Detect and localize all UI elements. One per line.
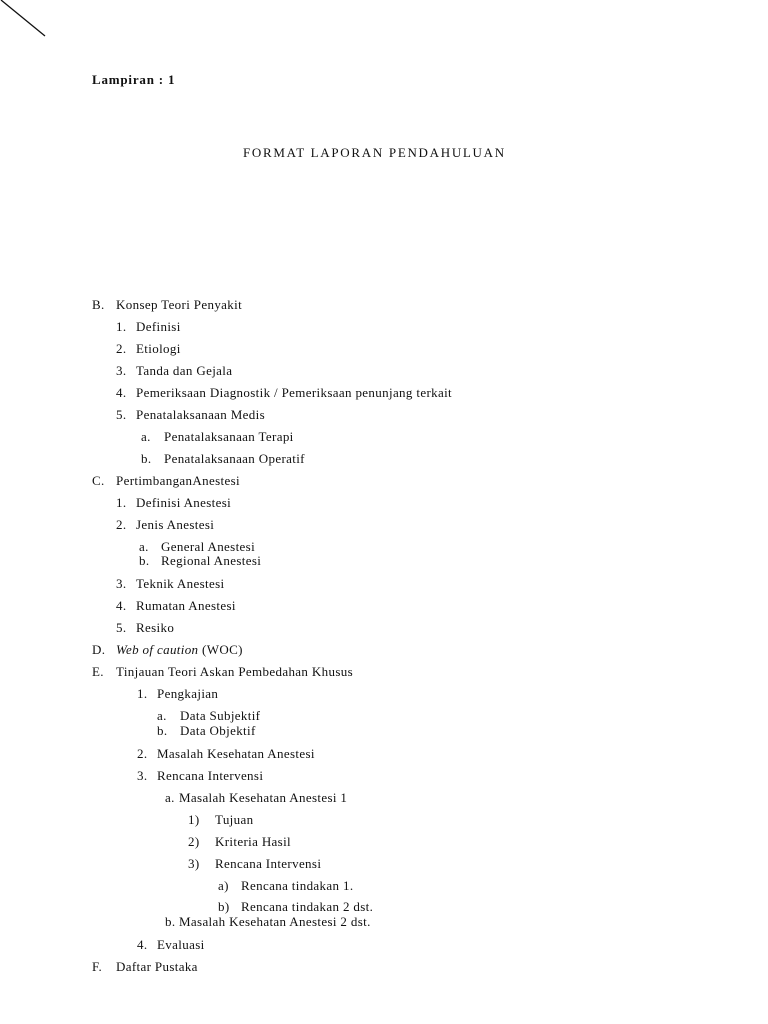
item-marker: 5.	[116, 407, 127, 422]
item-marker: 3.	[116, 576, 127, 591]
sub-item-label: Data Objektif	[180, 723, 256, 738]
sub-item-label: Penatalaksanaan Operatif	[164, 451, 305, 466]
sub-item-label: Penatalaksanaan Terapi	[164, 429, 294, 444]
section-title-italic: Web of caution	[116, 642, 199, 657]
deep-list-item	[0, 878, 768, 893]
deep-item-label: Rencana tindakan 1.	[241, 878, 354, 893]
item-label: Masalah Kesehatan Anestesi	[157, 746, 315, 761]
document-title: FORMAT LAPORAN PENDAHULUAN	[243, 145, 506, 160]
list-item	[0, 385, 768, 400]
deep-list-item	[0, 899, 768, 914]
section-marker: C.	[92, 473, 105, 488]
sub-item-marker: b.	[165, 914, 176, 929]
section-title	[116, 642, 243, 657]
nested-item-marker: 2)	[188, 834, 200, 849]
sub-item-label: Masalah Kesehatan Anestesi 2 dst.	[179, 914, 371, 929]
section-marker: F.	[92, 959, 103, 974]
section-marker: E.	[92, 664, 104, 679]
list-item	[0, 686, 768, 701]
sub-item-marker: a.	[139, 539, 149, 554]
section-title: PertimbanganAnestesi	[116, 473, 240, 488]
sub-item-label: General Anestesi	[161, 539, 256, 554]
sub-item-label: Data Subjektif	[180, 708, 261, 723]
section-title: Konsep Teori Penyakit	[116, 297, 243, 312]
nested-item-label: Rencana Intervensi	[215, 856, 322, 871]
list-item	[0, 746, 768, 761]
list-item	[0, 341, 768, 356]
item-label: Pemeriksaan Diagnostik / Pemeriksaan penunjang terkait	[136, 385, 453, 400]
list-item	[0, 319, 768, 334]
item-marker: 2.	[116, 517, 127, 532]
corner-diagonal-line	[0, 0, 50, 40]
item-label: Etiologi	[136, 341, 181, 356]
item-label: Jenis Anestesi	[136, 517, 215, 532]
nested-list-item	[0, 856, 768, 871]
sub-list-item	[0, 914, 768, 929]
item-marker: 4.	[116, 598, 127, 613]
section-e	[0, 664, 768, 679]
sub-item-label: Masalah Kesehatan Anestesi 1	[179, 790, 348, 805]
item-marker: 2.	[116, 341, 127, 356]
item-marker: 5.	[116, 620, 127, 635]
item-marker: 1.	[116, 495, 127, 510]
item-label: Rumatan Anestesi	[136, 598, 236, 613]
sub-list-item	[0, 539, 768, 554]
section-b	[0, 297, 768, 312]
section-c	[0, 473, 768, 488]
item-marker: 1.	[116, 319, 127, 334]
sub-list-item	[0, 451, 768, 466]
nested-item-marker: 3)	[188, 856, 200, 871]
attachment-label: Lampiran : 1	[92, 72, 176, 87]
item-marker: 2.	[137, 746, 148, 761]
nested-item-label: Tujuan	[215, 812, 254, 827]
item-label: Rencana Intervensi	[157, 768, 264, 783]
nested-list-item	[0, 834, 768, 849]
item-label: Pengkajian	[157, 686, 219, 701]
item-marker: 3.	[116, 363, 127, 378]
section-title-abbreviation: (WOC)	[202, 642, 243, 657]
item-marker: 3.	[137, 768, 148, 783]
list-item	[0, 517, 768, 532]
sub-item-marker: b.	[139, 553, 150, 568]
item-marker: 4.	[116, 385, 127, 400]
sub-list-item	[0, 723, 768, 738]
deep-item-marker: b)	[218, 899, 230, 914]
item-label: Resiko	[136, 620, 175, 635]
sub-item-label: Regional Anestesi	[161, 553, 262, 568]
list-item	[0, 598, 768, 613]
section-title: Daftar Pustaka	[116, 959, 198, 974]
list-item	[0, 620, 768, 635]
sub-item-marker: a.	[141, 429, 151, 444]
sub-list-item	[0, 553, 768, 568]
section-title: Tinjauan Teori Askan Pembedahan Khusus	[116, 664, 353, 679]
section-marker: D.	[92, 642, 106, 657]
section-d	[0, 642, 768, 657]
item-marker: 4.	[137, 937, 148, 952]
deep-item-label: Rencana tindakan 2 dst.	[241, 899, 374, 914]
sub-list-item	[0, 790, 768, 805]
list-item	[0, 363, 768, 378]
sub-item-marker: a.	[157, 708, 167, 723]
item-label: Tanda dan Gejala	[136, 363, 233, 378]
list-item	[0, 495, 768, 510]
sub-list-item	[0, 708, 768, 723]
item-marker: 1.	[137, 686, 148, 701]
list-item	[0, 768, 768, 783]
nested-list-item	[0, 812, 768, 827]
list-item	[0, 407, 768, 422]
sub-item-marker: b.	[141, 451, 152, 466]
sub-item-marker: b.	[157, 723, 168, 738]
section-marker: B.	[92, 297, 105, 312]
list-item	[0, 576, 768, 591]
list-item	[0, 937, 768, 952]
item-label: Penatalaksanaan Medis	[136, 407, 266, 422]
nested-item-label: Kriteria Hasil	[215, 834, 292, 849]
item-label: Definisi Anestesi	[136, 495, 232, 510]
deep-item-marker: a)	[218, 878, 229, 893]
item-label: Evaluasi	[157, 937, 205, 952]
nested-item-marker: 1)	[188, 812, 200, 827]
section-f	[0, 959, 768, 974]
sub-item-marker: a.	[165, 790, 175, 805]
item-label: Definisi	[136, 319, 181, 334]
sub-list-item	[0, 429, 768, 444]
item-label: Teknik Anestesi	[136, 576, 225, 591]
